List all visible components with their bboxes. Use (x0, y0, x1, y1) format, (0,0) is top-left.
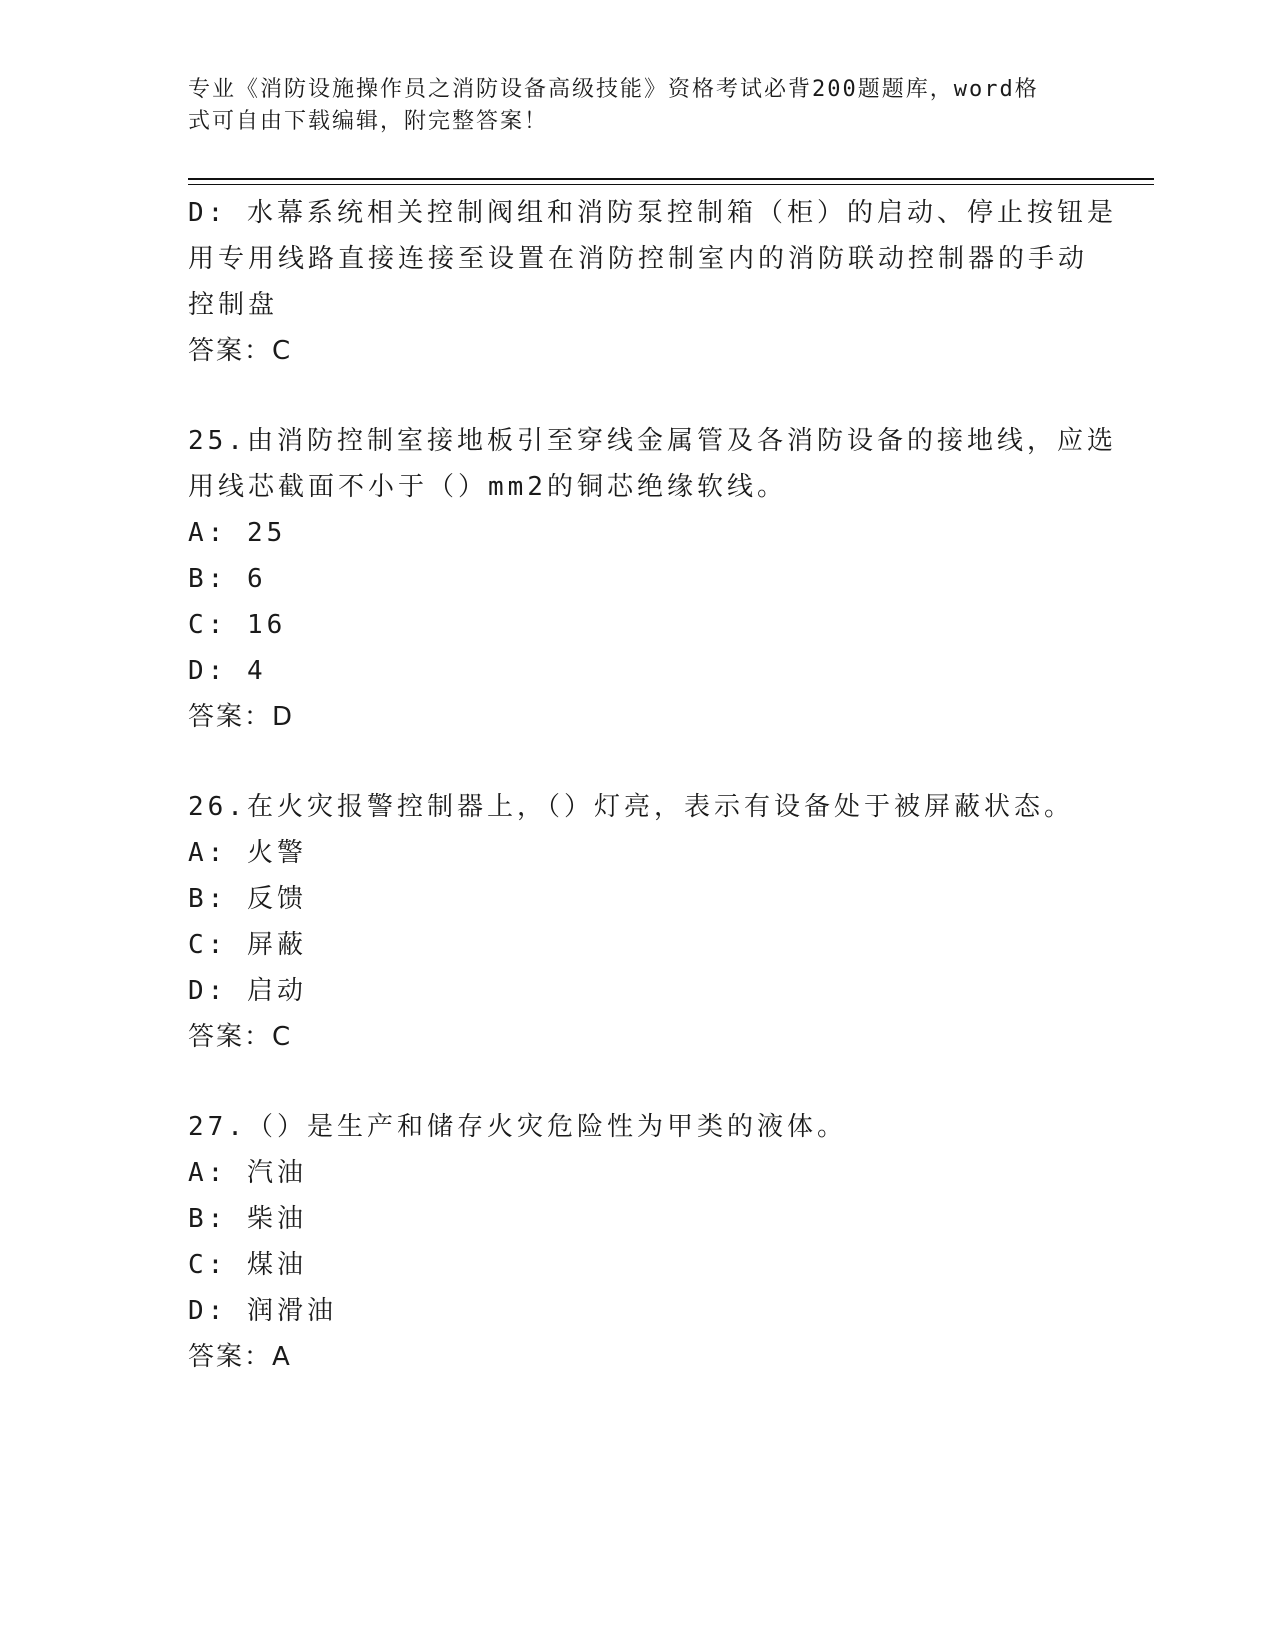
option-d: D: 4 (188, 656, 267, 686)
header-line: 式可自由下载编辑，附完整答案！ (188, 109, 549, 134)
option-c: C: 煤油 (188, 1250, 307, 1280)
option-c: C: 16 (188, 610, 287, 640)
document-header (188, 74, 1068, 138)
question-stem: 26.在火灾报警控制器上，（）灯亮，表示有设备处于被屏蔽状态。 (188, 792, 1074, 822)
previous-question-tail (188, 190, 1117, 374)
question-26 (188, 784, 1088, 1060)
question-stem: 25.由消防控制室接地板引至穿线金属管及各消防设备的接地线，应选 (188, 426, 1117, 456)
question-stem: 用线芯截面不小于（）mm2的铜芯绝缘软线。 (188, 472, 787, 502)
answer-line: 答案：C (188, 1022, 293, 1052)
question-list (188, 190, 1117, 1380)
answer-line: 答案：C (188, 336, 293, 366)
header-line: 专业《消防设施操作员之消防设备高级技能》资格考试必背200题题库，word格 (188, 77, 1039, 102)
answer-line: 答案：A (188, 1342, 292, 1372)
option-d-line: D: 水幕系统相关控制阀组和消防泵控制箱（柜）的启动、停止按钮是 (188, 198, 1117, 228)
option-d: D: 启动 (188, 976, 307, 1006)
option-a: A: 25 (188, 518, 287, 548)
header-divider (188, 178, 1154, 180)
question-25 (188, 418, 1117, 740)
question-stem: 27.（）是生产和储存火灾危险性为甲类的液体。 (188, 1112, 847, 1142)
question-27 (188, 1104, 1088, 1380)
answer-line: 答案：D (188, 702, 295, 732)
option-d: D: 润滑油 (188, 1296, 337, 1326)
option-c: C: 屏蔽 (188, 930, 307, 960)
option-b: B: 反馈 (188, 884, 307, 914)
option-b: B: 6 (188, 564, 267, 594)
option-b: B: 柴油 (188, 1204, 307, 1234)
header-divider-thin (188, 184, 1154, 185)
option-d-line: 用专用线路直接连接至设置在消防控制室内的消防联动控制器的手动 (188, 244, 1089, 274)
option-a: A: 汽油 (188, 1158, 307, 1188)
option-a: A: 火警 (188, 838, 307, 868)
option-d-line: 控制盘 (188, 290, 279, 320)
